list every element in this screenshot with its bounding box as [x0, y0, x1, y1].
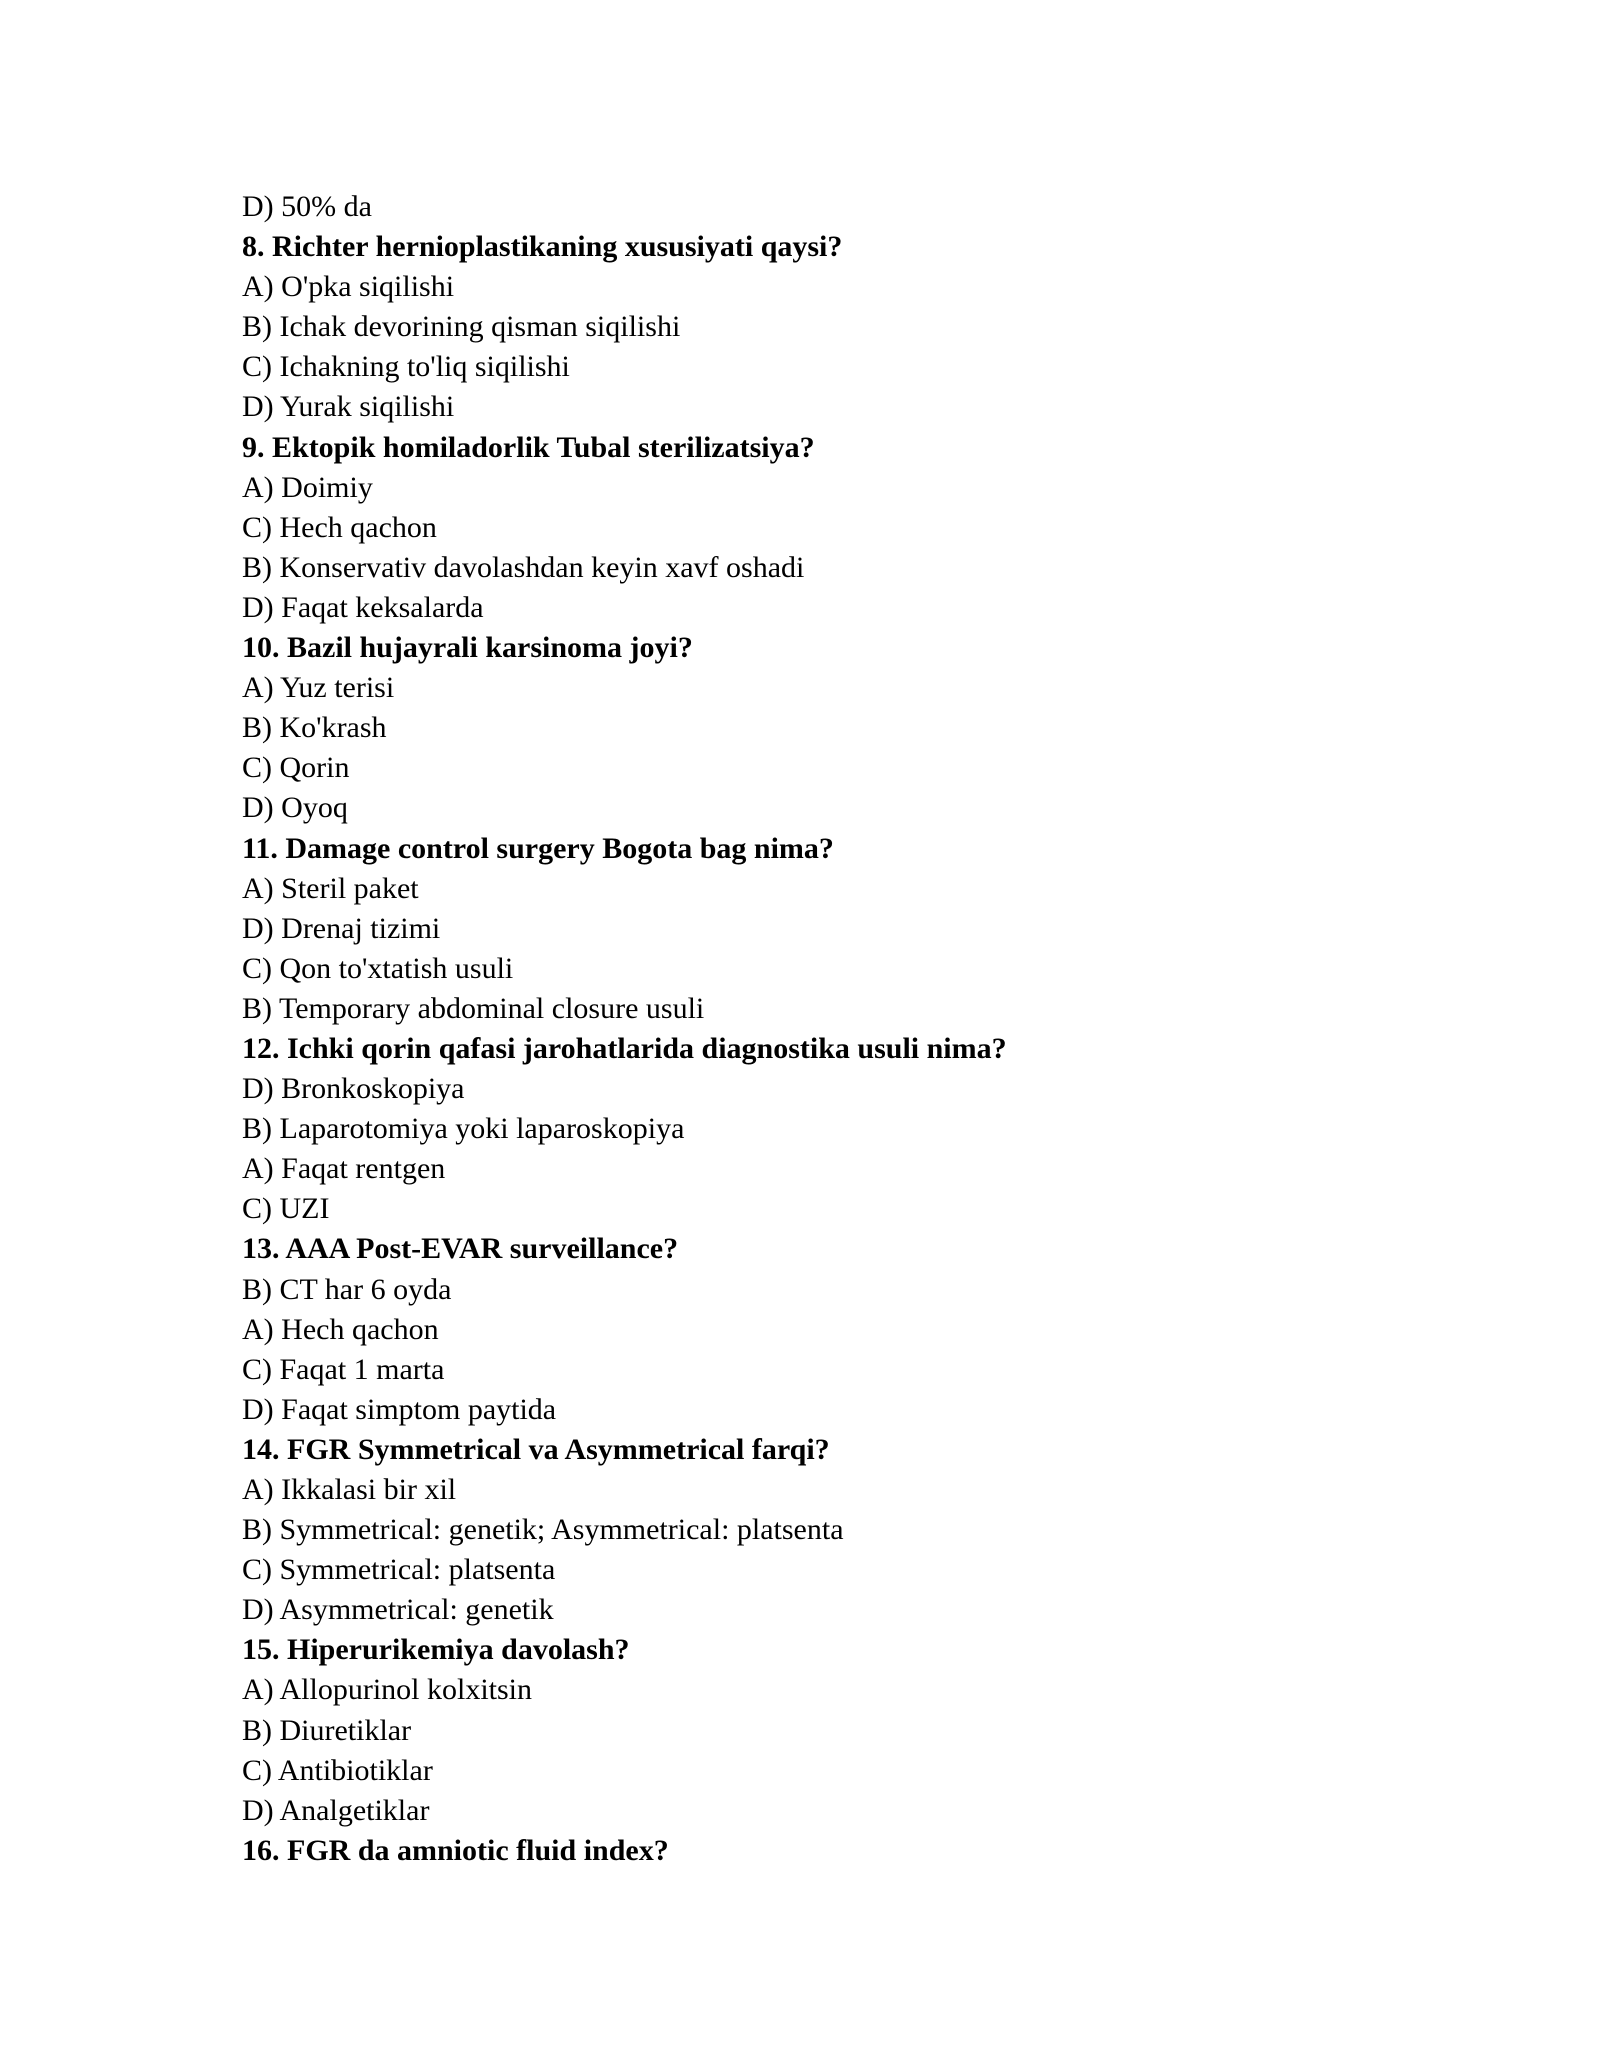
answer-option: B) Symmetrical: genetik; Asymmetrical: platsenta	[242, 1513, 844, 1547]
answer-option: A) Yuz terisi	[242, 671, 395, 705]
question-title: 9. Ektopik homiladorlik Tubal sterilizatsiya?	[242, 430, 815, 464]
answer-option: C) Ichakning to'liq siqilishi	[242, 350, 570, 384]
answer-option: B) Laparotomiya yoki laparoskopiya	[242, 1112, 685, 1146]
document-content	[242, 187, 1392, 1871]
answer-option: C) UZI	[242, 1192, 330, 1226]
answer-option: D) Bronkoskopiya	[242, 1072, 465, 1106]
answer-option: C) Symmetrical: platsenta	[242, 1553, 556, 1587]
question-title: 8. Richter hernioplastikaning xususiyati qaysi?	[242, 230, 843, 264]
answer-option: A) Faqat rentgen	[242, 1152, 446, 1186]
answer-option: D) Analgetiklar	[242, 1793, 430, 1827]
answer-option: D) Oyoq	[242, 791, 348, 825]
answer-option: C) Faqat 1 marta	[242, 1352, 445, 1386]
answer-option: B) Temporary abdominal closure usuli	[242, 991, 705, 1025]
answer-option: D) Faqat simptom paytida	[242, 1392, 557, 1426]
question-title: 15. Hiperurikemiya davolash?	[242, 1633, 630, 1667]
question-title: 11. Damage control surgery Bogota bag nima?	[242, 831, 834, 865]
answer-option: B) Konservativ davolashdan keyin xavf oshadi	[242, 550, 805, 584]
answer-option: A) Ikkalasi bir xil	[242, 1473, 457, 1506]
answer-option: D) Yurak siqilishi	[242, 390, 455, 424]
answer-option: B) CT har 6 oyda	[242, 1272, 452, 1306]
answer-option: A) Hech qachon	[242, 1312, 439, 1346]
answer-option: C) Qorin	[242, 751, 350, 785]
answer-option: D) Drenaj tizimi	[242, 911, 441, 945]
answer-option: C) Antibiotiklar	[242, 1753, 433, 1787]
question-title: 12. Ichki qorin qafasi jarohatlarida diagnostika usuli nima?	[242, 1031, 1007, 1065]
answer-option: D) Faqat keksalarda	[242, 590, 484, 624]
answer-option: D) 50% da	[242, 190, 372, 223]
answer-option: A) Steril paket	[242, 871, 419, 905]
answer-option: B) Diuretiklar	[242, 1713, 412, 1747]
question-title: 16. FGR da amniotic fluid index?	[242, 1833, 669, 1867]
question-title: 14. FGR Symmetrical va Asymmetrical farqi?	[242, 1432, 830, 1466]
answer-option: C) Hech qachon	[242, 510, 437, 544]
answer-option: C) Qon to'xtatish usuli	[242, 951, 514, 985]
answer-option: B) Ichak devorining qisman siqilishi	[242, 310, 681, 344]
answer-option: A) O'pka siqilishi	[242, 270, 455, 304]
question-title: 10. Bazil hujayrali karsinoma joyi?	[242, 631, 693, 665]
question-title: 13. AAA Post-EVAR surveillance?	[242, 1232, 679, 1266]
answer-option: A) Allopurinol kolxitsin	[242, 1673, 533, 1707]
answer-option: B) Ko'krash	[242, 711, 387, 745]
answer-option: D) Asymmetrical: genetik	[242, 1593, 554, 1627]
answer-option: A) Doimiy	[242, 470, 373, 504]
